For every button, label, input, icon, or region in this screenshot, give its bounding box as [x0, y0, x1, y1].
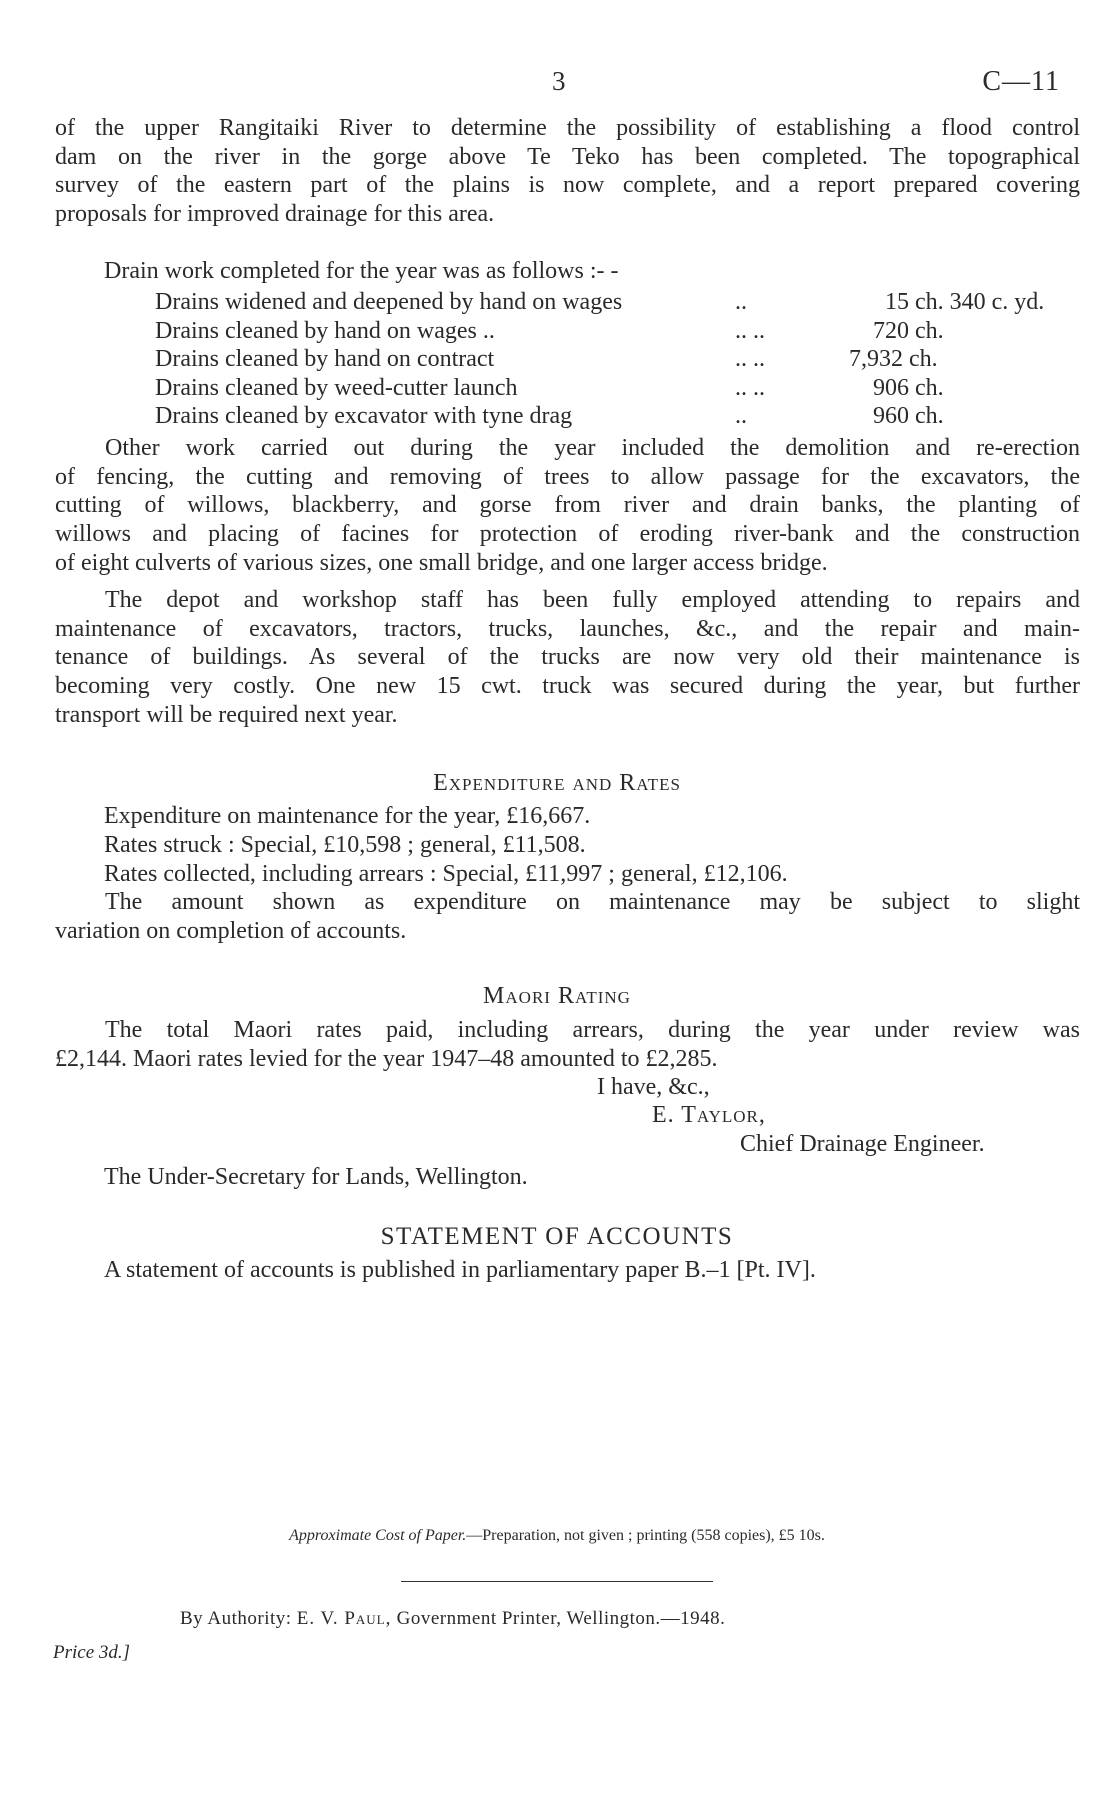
paragraph-line: proposals for improved drainage for this area. [55, 201, 495, 228]
drain-label: Drains cleaned by excavator with tyne drag [155, 403, 573, 430]
drain-label: Drains widened and deepened by hand on wages [155, 289, 623, 316]
authority-prefix: By Authority: [180, 1608, 292, 1629]
expenditure-heading: Expenditure and Rates [433, 770, 681, 796]
leader-dots: .. .. [735, 346, 765, 373]
leader-dots: .. [735, 289, 747, 316]
drain-label: Drains cleaned by hand on wages .. [155, 317, 495, 344]
intro-paragraph [55, 114, 1080, 229]
authority-suffix: Government Printer, Wellington.—1948. [396, 1608, 726, 1629]
drain-work-intro: Drain work completed for the year was as follows :- - [104, 258, 619, 284]
statement-text: A statement of accounts is published in parliamentary paper B.–1 [Pt. IV]. [104, 1257, 816, 1283]
rates-collected-line: Rates collected, including arrears : Special, £11,997 ; general, £12,106. [104, 861, 788, 887]
divider-rule [401, 1581, 713, 1582]
paragraph-line: variation on completion of accounts. [55, 917, 407, 944]
paragraph-line: The amount shown as expenditure on maintenance may be subject to slight [105, 889, 1080, 915]
paragraph-line: becoming very costly. One new 15 cwt. truck was secured during the year, but further [55, 673, 1080, 700]
paragraph-line: Other work carried out during the year included the demolition and re-erection [105, 435, 1080, 461]
paragraph-line: cutting of willows, blackberry, and gorse from river and drain banks, the planting of [55, 492, 1080, 519]
page-number: 3 [552, 66, 566, 96]
expenditure-note [55, 888, 1080, 945]
drain-amount: 7,932 ch. [849, 346, 938, 373]
paragraph-line: The depot and workshop staff has been fully employed attending to repairs and [105, 587, 1080, 613]
drain-amount: 15 ch. 340 c. yd. [885, 289, 1045, 316]
maori-rating-heading: Maori Rating [483, 983, 631, 1009]
paragraph-line: of the upper Rangitaiki River to determine the possibility of establishing a flood control [55, 115, 1080, 141]
expenditure-line: Expenditure on maintenance for the year, £16,667. [104, 803, 591, 829]
price-note: Price 3d.] [53, 1642, 131, 1663]
cost-footnote [0, 1527, 1114, 1545]
paragraph-line: maintenance of excavators, tractors, trucks, launches, &c., and the repair and main- [55, 615, 1080, 642]
paragraph-line: The total Maori rates paid, including arrears, during the year under review was [105, 1017, 1080, 1043]
drain-label: Drains cleaned by weed-cutter launch [155, 374, 518, 401]
rates-struck-line: Rates struck : Special, £10,598 ; general, £11,508. [104, 832, 586, 858]
leader-dots: .. .. [735, 374, 765, 401]
paragraph-line: survey of the eastern part of the plains is now complete, and a report prepared covering [55, 172, 1080, 199]
statement-heading: STATEMENT OF ACCOUNTS [380, 1223, 734, 1250]
table-row [155, 317, 1044, 346]
printer-name: E. V. Paul, [296, 1608, 392, 1629]
leader-dots: .. [735, 403, 747, 430]
drain-work-table [155, 288, 1044, 431]
signatory-title: Chief Drainage Engineer. [740, 1131, 985, 1157]
drain-amount: 960 ch. [873, 403, 944, 430]
drain-amount: 906 ch. [873, 374, 944, 401]
table-row [155, 402, 1044, 431]
signatory-name: E. Taylor, [652, 1102, 766, 1128]
drain-label: Drains cleaned by hand on contract [155, 346, 495, 373]
other-work-paragraph [55, 434, 1080, 578]
document-code: C—11 [982, 66, 1060, 97]
maori-rating-paragraph [55, 1016, 1080, 1073]
addressee: The Under-Secretary for Lands, Wellington. [104, 1164, 528, 1190]
drain-amount: 720 ch. [873, 317, 944, 344]
paragraph-line: dam on the river in the gorge above Te Teko has been completed. The topographical [55, 143, 1080, 170]
table-row [155, 374, 1044, 403]
paragraph-line: £2,144. Maori rates levied for the year 1947–48 amounted to £2,285. [55, 1045, 718, 1072]
depot-paragraph [55, 586, 1080, 730]
paragraph-line: tenance of buildings. As several of the trucks are now very old their maintenance is [55, 644, 1080, 671]
cost-label: Approximate Cost of Paper. [289, 1527, 467, 1544]
paragraph-line: of eight culverts of various sizes, one small bridge, and one larger access bridge. [55, 549, 828, 576]
table-row [155, 345, 1044, 374]
paragraph-line: transport will be required next year. [55, 701, 398, 728]
authority-line [180, 1608, 725, 1630]
paragraph-line: of fencing, the cutting and removing of trees to allow passage for the excavators, the [55, 463, 1080, 490]
cost-text: —Preparation, not given ; printing (558 copies), £5 10s. [466, 1527, 825, 1544]
leader-dots: .. .. [735, 317, 765, 344]
closing-salutation: I have, &c., [597, 1074, 710, 1100]
paragraph-line: willows and placing of facines for protection of eroding river-bank and the construction [55, 521, 1080, 548]
table-row [155, 288, 1044, 317]
